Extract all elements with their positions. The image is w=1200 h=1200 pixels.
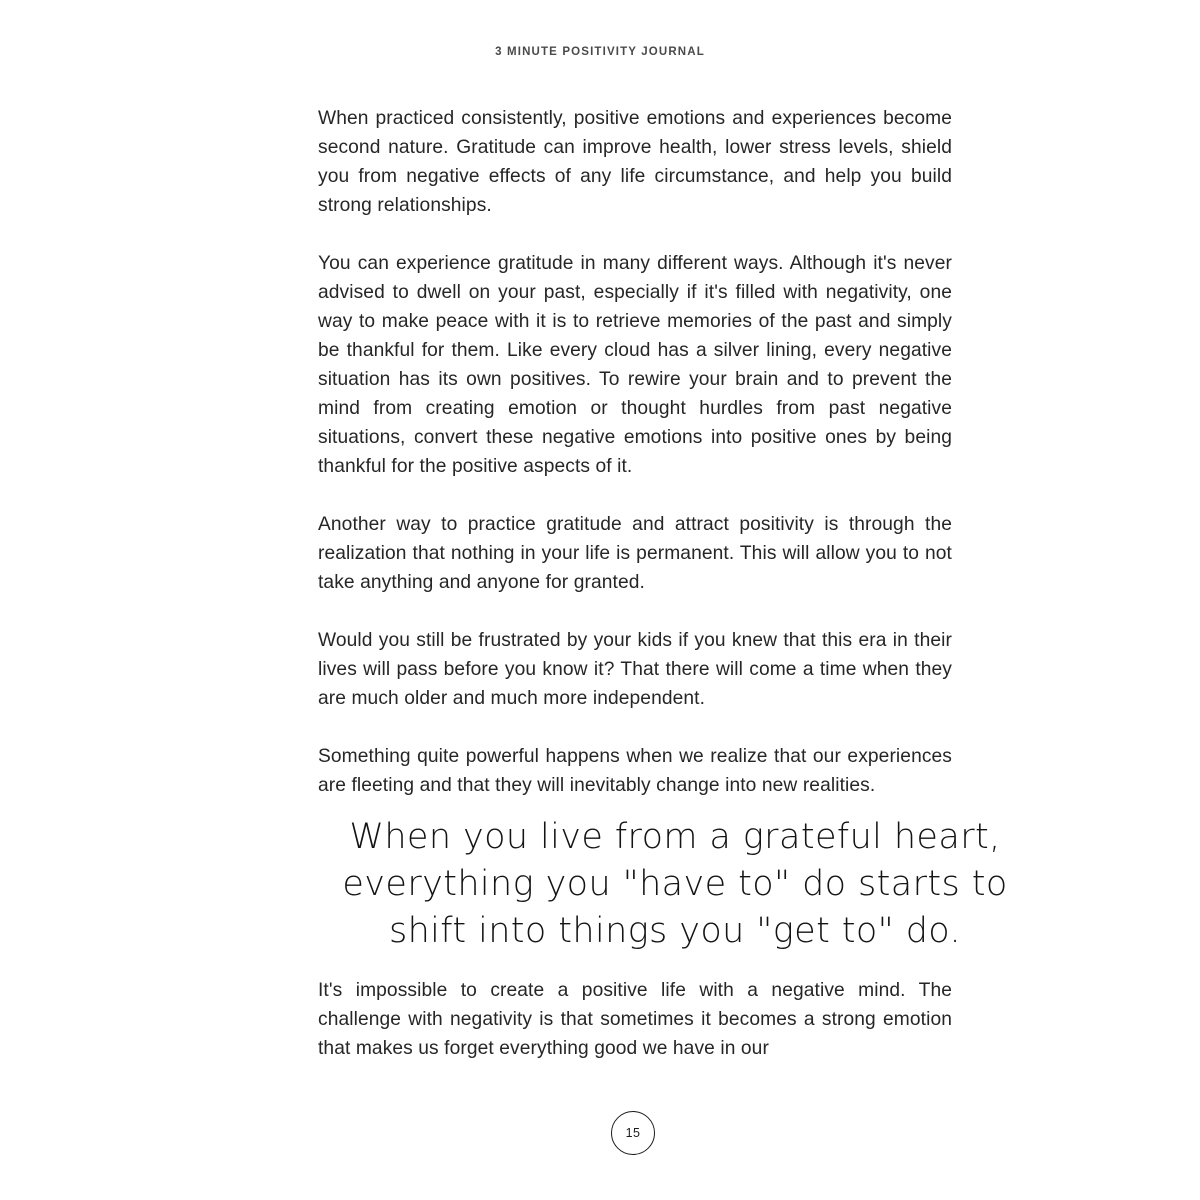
body-text-column bbox=[318, 104, 952, 800]
pull-quote-line: When you live from a grateful heart, bbox=[349, 817, 1001, 857]
pull-quote-line: shift into things you "get to" do. bbox=[388, 911, 962, 951]
pull-quote-line: everything you "have to" do starts to bbox=[342, 864, 1008, 904]
body-paragraph: Something quite powerful happens when we realize that our experiences are fleeting and that they will inevitably change into new realities. bbox=[318, 746, 952, 796]
closing-paragraph: It's impossible to create a positive life with a negative mind. The challenge with negativity is that sometimes it becomes a strong emotion that makes us forget everything good we have in our bbox=[318, 980, 952, 1059]
body-paragraph: When practiced consistently, positive emotions and experiences become second nature. Gratitude can improve health, lower stress levels, shield you from negative effects of any life circumstance, and help you build strong relationships. bbox=[318, 108, 952, 216]
body-paragraph: You can experience gratitude in many different ways. Although it's never advised to dwell on your past, especially if it's filled with negativity, one way to make peace with it is to retrieve memories of the past and simply be thankful for them. Like every cloud has a silver lining, every negative situation has its own positives. To rewire your brain and to prevent the mind from creating emotion or thought hurdles from past negative situations, convert these negative emotions into positive ones by being thankful for the positive aspects of it. bbox=[318, 253, 952, 477]
closing-text-column bbox=[318, 976, 952, 1063]
body-paragraph: Would you still be frustrated by your kids if you knew that this era in their lives will pass before you know it? That there will come a time when they are much older and much more independent. bbox=[318, 630, 952, 709]
page-number-label: 15 bbox=[625, 1125, 641, 1140]
running-header: 3 MINUTE POSITIVITY JOURNAL bbox=[495, 46, 705, 58]
body-paragraph: Another way to practice gratitude and attract positivity is through the realization that nothing in your life is permanent. This will allow you to not take anything and anyone for granted. bbox=[318, 514, 952, 593]
pull-quote bbox=[340, 814, 1010, 955]
page-number-badge bbox=[611, 1111, 655, 1155]
